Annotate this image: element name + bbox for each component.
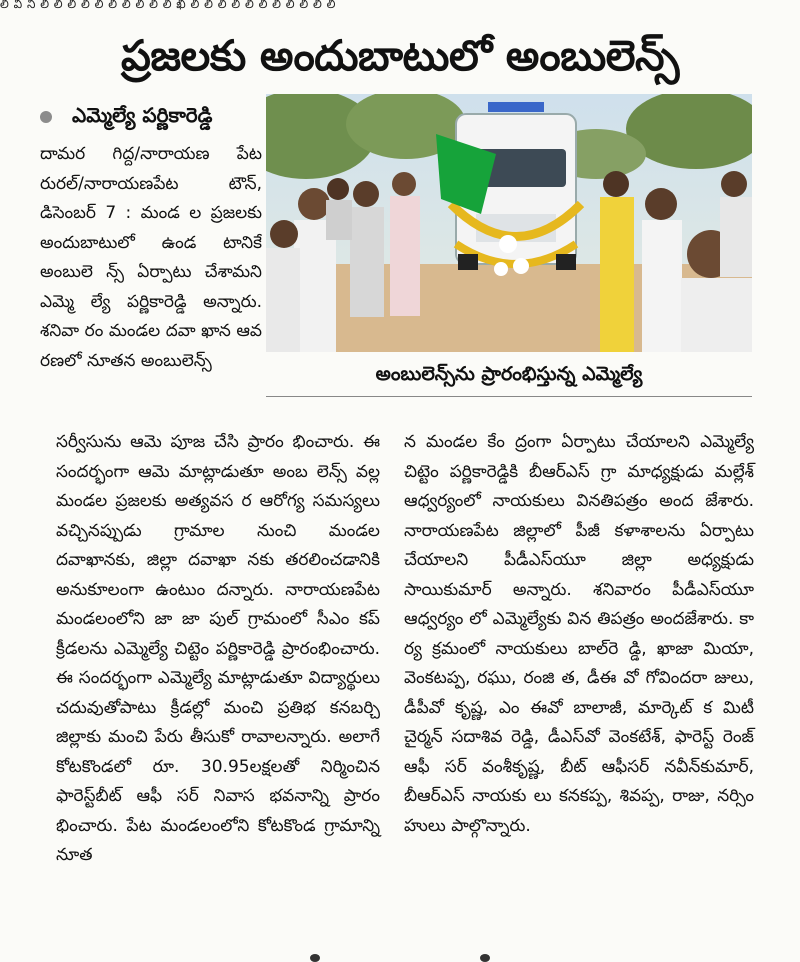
- byline: [40, 100, 212, 134]
- caption-divider: [266, 396, 752, 397]
- news-photo: [266, 94, 752, 352]
- headline: ప్రజలకు అందుబాటులో అంబులెన్స్: [120, 31, 679, 80]
- bottom-mark-left: [310, 954, 320, 962]
- photo-caption: అంబులెన్స్‌ను ప్రారంభిస్తున్న ఎమ్మెల్యే: [375, 363, 643, 385]
- previous-article-strip: లి వి ని లి లి లి లి లి లి లి లి లి లి ఖి లి లి లి లి లి లి లి లి లి లి లి: [0, 0, 336, 11]
- ambulance-launch-photo: [266, 94, 752, 352]
- column-1-text: సర్వీసును ఆమె పూజ చేసి ప్రారం భించారు. ఈ సందర్భంగా ఆమె మాట్లాడుతూ అంబ లెన్స్ వల్ల మండల ప్రజలకు అత్యవస ర ఆరోగ్య సమస్యలు వచ్చినప్పుడు గ్రామాల నుంచి మండల దవాఖానకు, జిల్లా దవాఖా నకు తరలించడానికి అనుకూలంగా ఉంటుం దన్నారు. నారాయణపేట మండలంలోని జా జా పుల్ గ్రామంలో సీఎం కప్ క్రీడలను ఎమ్మెల్యే చిట్టెం పర్ణికారెడ్డి ప్రారంభించారు. ఈ సందర్భంగా ఎమ్మెల్యే మాట్లాడుతూ విద్యార్థులు చదువుతోపాటు క్రీడల్లో మంచి ప్రతిభ కనబర్చి జిల్లాకు మంచి పేరు తీసుకో రావాలన్నారు. అలాగే కోటకొండలో రూ. 30.95లక్షలతో నిర్మించిన ఫారెస్ట్‌బీట్ ఆఫీ సర్ నివాస భవనాన్ని ప్రారం భించారు. పేట మండలంలోని కోటకొండ గ్రామాన్ని నూత: [56, 432, 380, 865]
- column-2-text: న మండల కేం ద్రంగా ఏర్పాటు చేయాలని ఎమ్మెల్యే చిట్టెం పర్ణికారెడ్డికి బీఆర్‌ఎస్ గ్రా మాధ్యక్షుడు మల్లేశ్ ఆధ్వర్యంలో నాయకులు వినతిపత్రం అంద జేశారు. నారాయణపేట జిల్లాలో పీజీ కళాశాలను ఏర్పాటు చేయాలని పీడీఎస్‌యూ జిల్లా అధ్యక్షుడు సాయికుమార్ అన్నారు. శనివారం పీడీఎస్‌యూ ఆధ్వర్యం లో ఎమ్మెల్యేకు విన తిపత్రం అందజేశారు. కా ర్య క్రమంలో నాయకులు బాల్‌రె డ్డి, ఖాజా మియా, వెంకటప్ప, రఘు, రంజి త, డీఈ వో గోవిందరా జులు, డీపీవో కృష్ణ, ఎం ఈవో బాలాజీ, మార్కెట్ క మిటీ చైర్మన్ సదాశివ రెడ్డి, డీఎస్‌వో వెంకటేశ్, ఫారెస్ట్ రెంజ్ ఆఫీ సర్ వంశీకృష్ణ, బీట్ ఆఫీసర్ నవీన్‌కుమార్, బీఆర్‌ఎస్ నాయకు లు కనకప్ప, శివప్ప, రాజు, నర్సిం హులు పాల్గొన్నారు.: [404, 432, 754, 836]
- page-bottom-marks: [0, 950, 800, 962]
- bottom-mark-right: [480, 954, 490, 962]
- bullet-dot: [40, 111, 52, 123]
- article-column-1: [56, 428, 380, 871]
- article-column-2: [404, 428, 754, 841]
- lead-paragraph: [40, 140, 262, 376]
- byline-text: ఎమ్మెల్యే పర్ణికారెడ్డి: [72, 102, 213, 127]
- lead-paragraph-text: దామర గిద్ద/నారాయణ పేట రురల్/నారాయణపేట టౌన్, డిసెంబర్ 7 : మండ ల ప్రజలకు అందుబాటులో ఉండ టానికే అంబులె న్స్ ఏర్పాటు చేశామని ఎమ్మె ల్యే పర్ణికారెడ్డి అన్నారు. శనివా రం మండల దవా ఖాన ఆవ రణలో నూతన అంబులెన్స్: [40, 144, 262, 371]
